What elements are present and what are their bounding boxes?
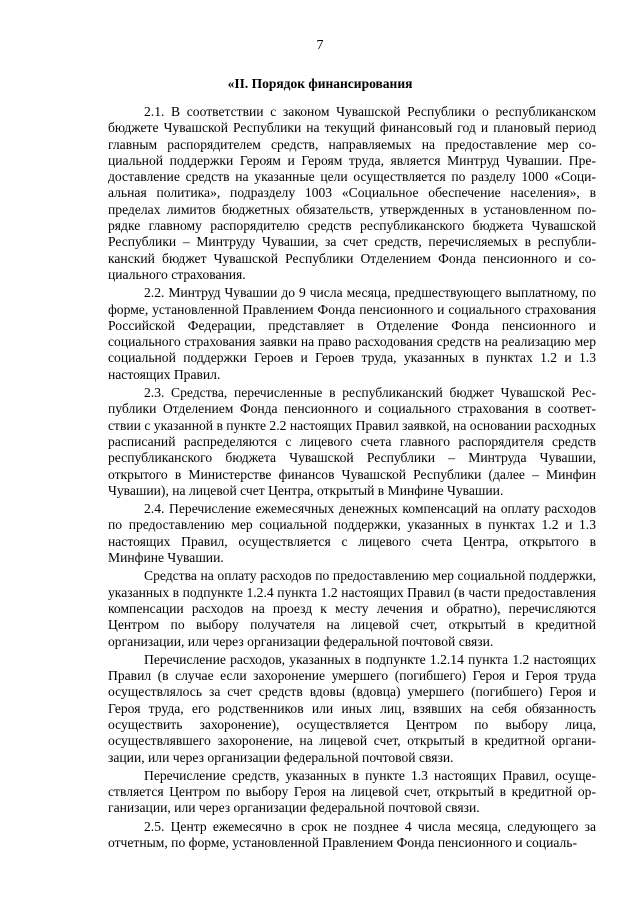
section-heading: «II. Порядок финансирования xyxy=(227,76,413,91)
page-number: 7 xyxy=(316,38,324,53)
paragraph-2-1: 2.1. В соответствии с законом Чувашской Республики о республиканском бюджете Чувашской Республики на текущий финансовый год и плановый период главным распорядителем средств, направляемых на предоставление мер социальной поддержки Героям и Героям труда, является Минтруд Чувашии. Предоставление средств на указанные цели осуществляется по разделу 1000 «Социальная политика», подразделу 1003 «Социальное обеспечение населения», в пределах лимитов бюджетных обязательств, утвержденных в установленном порядке главному распорядителю средств республиканского бюджета Чувашской Республики – Минтруду Чувашии, за счет средств, перечисляемых в республиканский бюджет Чувашской Республики Отделением Фонда пенсионного и социального страхования. xyxy=(108,104,596,282)
paragraph-2-4-travel: Средства на оплату расходов по предоставлению мер социальной поддержки, указанных в подпункте 1.2.4 пункта 1.2 настоящих Правил (в части предоставления компенсации расходов на проезд к месту лечения и обратно), перечисляются Центром по выбору получателя на лицевой счет, открытый в кредитной организации, или через организации федеральной почтовой связи. xyxy=(108,568,596,649)
paragraph-2-4: 2.4. Перечисление ежемесячных денежных компенсаций на оплату расходов по предоставлению мер социальной поддержки, указанных в пунктах 1.2 и 1.3 настоящих Правил, осуществляется с лицевого счета Центра, открытого в Минфине Чувашии. xyxy=(108,501,596,566)
paragraph-2-2: 2.2. Минтруд Чувашии до 9 числа месяца, предшествующего выплатному, по форме, установленной Правлением Фонда пенсионного и социального страхования Российской Федерации, представляет в Отделение Фонда пенсионного и социального страхования заявки на право расходования средств на реализацию мер социальной поддержки Героев и Героев труда, указанных в пунктах 1.2 и 1.3 настоящих Правил. xyxy=(108,285,596,382)
paragraph-2-4-burial: Перечисление расходов, указанных в подпункте 1.2.14 пункта 1.2 настоящих Правил (в случае если захоронение умершего (погибшего) Героя и Героя труда осуществлялось за счет средств вдовы (вдовца) умершего (погибшего) Героя и Героя труда, его родственников или иных лиц, взявших на себя обязанность осуществить захоронение), осуществляется Центром по выбору лица, осуществлявшего захоронение, на лицевой счет, открытый в кредитной организации, или через организации федеральной почтовой связи. xyxy=(108,651,596,765)
paragraph-2-5: 2.5. Центр ежемесячно в срок не позднее 4 числа месяца, следующего за отчетным, по форме, установленной Правлением Фонда пенсионного и социаль- xyxy=(108,818,596,851)
paragraph-2-3: 2.3. Средства, перечисленные в республиканский бюджет Чувашской Республики Отделением Фонда пенсионного и социального страхования в соответствии с указанной в пункте 2.2 настоящих Правил заявкой, на основании расходных расписаний распределяются с лицевого счета главного распорядителя средств республиканского бюджета Чувашской Республики – Минтруда Чувашии, открытого в Министерстве финансов Чувашской Республики (далее – Минфин Чувашии), на лицевой счет Центра, открытый в Минфине Чувашии. xyxy=(108,385,596,498)
document-body xyxy=(108,104,596,853)
paragraph-2-4-hero: Перечисление средств, указанных в пункте 1.3 настоящих Правил, осуществляется Центром по выбору Героя на лицевой счет, открытый в кредитной организации, или через организации федеральной почтовой связи. xyxy=(108,767,596,816)
